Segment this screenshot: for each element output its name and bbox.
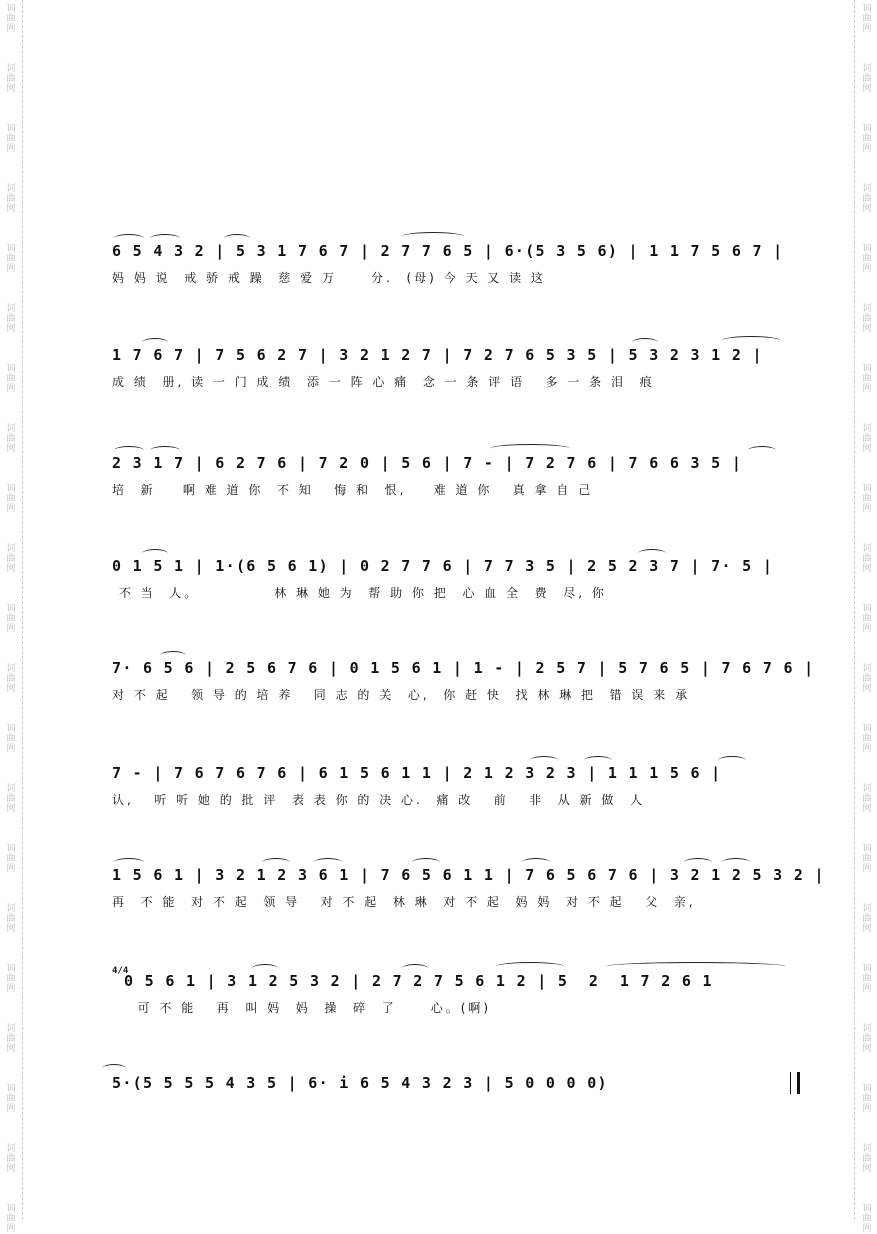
lyrics-line: 可 不 能 再 叫 妈 妈 操 碎 了 心。(啊) (124, 1001, 492, 1015)
slur-mark (722, 336, 780, 345)
slur-mark (638, 549, 666, 558)
final-barline (790, 1072, 800, 1094)
lyrics-line: 培 新 啊 难 道 你 不 知 悔 和 恨, 难 道 你 真 拿 自 己 (112, 483, 594, 497)
slur-mark (402, 964, 428, 973)
watermark-text: 词 曲 网 (862, 1204, 872, 1234)
slur-mark (142, 549, 168, 558)
slur-mark (150, 446, 180, 455)
watermark-text: 词 曲 网 (6, 1204, 16, 1234)
slur-mark (684, 858, 712, 867)
slur-mark (224, 234, 250, 243)
watermark-text: 词 曲 网 (862, 1144, 872, 1174)
notation-line: 1 7 6 7 | 7 5 6 2 7 | 3 2 1 2 7 | 7 2 7 6 5 3 5 | 5 3 2 3 1 2 | (112, 346, 763, 364)
slur-mark (150, 234, 180, 243)
slur-mark (252, 964, 278, 973)
slur-mark (522, 858, 550, 867)
slur-mark (722, 858, 750, 867)
watermark-text: 词 曲 网 (862, 184, 872, 214)
watermark-text: 词 曲 网 (862, 784, 872, 814)
watermark-text: 词 曲 网 (6, 424, 16, 454)
watermark-text: 词 曲 网 (6, 1084, 16, 1114)
watermark-text: 词 曲 网 (6, 844, 16, 874)
slur-mark (262, 858, 290, 867)
slur-mark (530, 756, 558, 765)
watermark-text: 词 曲 网 (6, 64, 16, 94)
slur-mark (114, 446, 144, 455)
watermark-text: 词 曲 网 (862, 1084, 872, 1114)
notation-line: 0 5 6 1 | 3 1 2 5 3 2 | 2 7 2 7 5 6 1 2 | 5 2 1 7 2 6 1 (124, 972, 713, 990)
lyrics-line: 成 绩 册, 读 一 门 成 绩 添 一 阵 心 痛 念 一 条 评 语 多 一 条 泪 痕 (112, 375, 655, 389)
notation-line: 7· 6 5 6 | 2 5 6 7 6 | 0 1 5 6 1 | 1 - | 2 5 7 | 5 7 6 5 | 7 6 7 6 | (112, 659, 815, 677)
watermark-text: 词 曲 网 (6, 244, 16, 274)
watermark-text: 词 曲 网 (6, 1144, 16, 1174)
notation-line: 2 3 1 7 | 6 2 7 6 | 7 2 0 | 5 6 | 7 - | 7 2 7 6 | 7 6 6 3 5 | (112, 454, 743, 472)
time-signature: 4/4 (112, 966, 129, 976)
watermark-text: 词 曲 网 (862, 64, 872, 94)
watermark-text: 词 曲 网 (862, 124, 872, 154)
watermark-text: 词 曲 网 (862, 664, 872, 694)
watermark-text: 词 曲 网 (6, 124, 16, 154)
watermark-text: 词 曲 网 (6, 544, 16, 574)
watermark-text: 词 曲 网 (862, 1024, 872, 1054)
watermark-text: 词 曲 网 (6, 724, 16, 754)
lyrics-line: 不 当 人。 林 琳 她 为 帮 助 你 把 心 血 全 费 尽, 你 (112, 586, 607, 600)
notation-line: 6 5 4 3 2 | 5 3 1 7 6 7 | 2 7 7 6 5 | 6·(5 3 5 6) | 1 1 7 5 6 7 | (112, 242, 784, 260)
slur-mark (496, 962, 564, 971)
watermark-text: 词 曲 网 (862, 544, 872, 574)
slur-mark (718, 756, 746, 765)
watermark-text: 词 曲 网 (6, 364, 16, 394)
slur-mark (606, 962, 786, 971)
slur-mark (402, 232, 464, 241)
slur-mark (102, 1064, 126, 1073)
watermark-text: 词 曲 网 (862, 424, 872, 454)
lyrics-line: 认, 听 听 她 的 批 评 表 表 你 的 决 心. 痛 改 前 非 从 新 做 人 (112, 793, 646, 807)
slur-mark (160, 651, 186, 660)
notation-line: 0 1 5 1 | 1·(6 5 6 1) | 0 2 7 7 6 | 7 7 3 5 | 2 5 2 3 7 | 7· 5 | (112, 557, 774, 575)
watermark-text: 词 曲 网 (6, 664, 16, 694)
watermark-text: 词 曲 网 (862, 604, 872, 634)
lyrics-line (112, 1100, 792, 1120)
watermark-text: 词 曲 网 (6, 604, 16, 634)
notation-line: 7 - | 7 6 7 6 7 6 | 6 1 5 6 1 1 | 2 1 2 3 2 3 | 1 1 1 5 6 | (112, 764, 722, 782)
slur-mark (114, 858, 144, 867)
watermark-text: 词 曲 网 (862, 844, 872, 874)
watermark-text: 词 曲 网 (862, 244, 872, 274)
lyrics-line: 妈 妈 说 戒 骄 戒 躁 慈 爱 万 分. (母) 今 天 又 读 这 (112, 271, 546, 285)
watermark-text: 词 曲 网 (6, 184, 16, 214)
watermark-text: 词 曲 网 (6, 964, 16, 994)
watermark-text: 词 曲 网 (862, 364, 872, 394)
watermark-text: 词 曲 网 (6, 1024, 16, 1054)
slur-mark (412, 858, 440, 867)
watermark-text: 词 曲 网 (6, 904, 16, 934)
watermark-text: 词 曲 网 (862, 904, 872, 934)
slur-mark (748, 446, 776, 455)
watermark-text: 词 曲 网 (862, 4, 872, 34)
lyrics-line: 再 不 能 对 不 起 领 导 对 不 起 林 琳 对 不 起 妈 妈 对 不 起 父 亲, (112, 895, 696, 909)
slur-mark (632, 338, 658, 347)
notation-line: 1 5 6 1 | 3 2 1 2 3 6 1 | 7 6 5 6 1 1 | 7 6 5 6 7 6 | 3 2 1 2 5 3 2 | (112, 866, 825, 884)
watermark-text: 词 曲 网 (6, 484, 16, 514)
slur-mark (114, 234, 144, 243)
slur-mark (142, 338, 168, 347)
notation-line: 5·(5 5 5 5 4 3 5 | 6· i 6 5 4 3 2 3 | 5 0 0 0 0) (112, 1074, 608, 1092)
lyrics-line: 对 不 起 领 导 的 培 养 同 志 的 关 心, 你 赶 快 找 林 琳 把 错 误 来 承 (112, 688, 691, 702)
watermark-text: 词 曲 网 (6, 4, 16, 34)
watermark-text: 词 曲 网 (862, 964, 872, 994)
watermark-text: 词 曲 网 (862, 304, 872, 334)
slur-mark (490, 444, 570, 453)
slur-mark (584, 756, 612, 765)
watermark-text: 词 曲 网 (6, 784, 16, 814)
watermark-text: 词 曲 网 (862, 724, 872, 754)
slur-mark (314, 858, 342, 867)
watermark-text: 词 曲 网 (6, 304, 16, 334)
watermark-text: 词 曲 网 (862, 484, 872, 514)
